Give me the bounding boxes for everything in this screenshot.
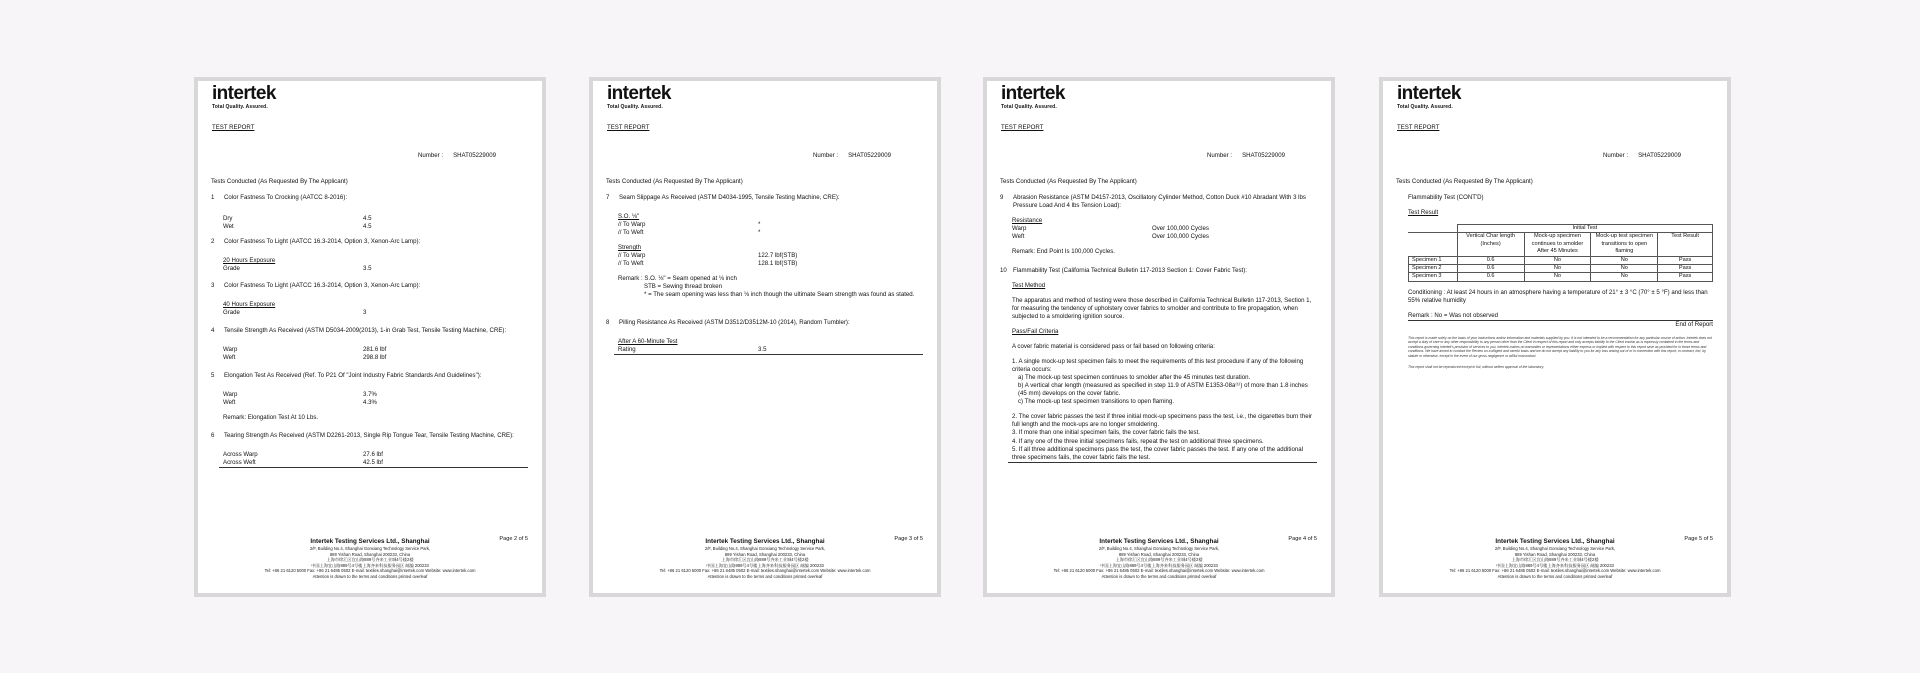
result-label: Dry <box>223 215 233 222</box>
section-title: Tearing Strength As Received (ASTM D2261-2013, Single Rip Tongue Tear, Tensile Testing Machine, CRE): <box>224 432 514 439</box>
number-label: Number : <box>1207 152 1233 159</box>
footer-contact: Tel: +86 21 6120 5000 Fax: +86 21 6485 0502 E-mail: textiles.shanghai@intertek.com Website: www.intertek.com <box>1053 568 1265 574</box>
logo-wordmark: intertek <box>212 83 276 104</box>
footer-address: 2/F, Building No.4, Shanghai Gonxiang Technology Service Park, <box>309 546 431 552</box>
table-corner-cell <box>1409 233 1458 256</box>
logo-wordmark: intertek <box>1397 83 1461 104</box>
section-9 <box>1000 194 1317 256</box>
footer-address: 889 Yishan Road, Shanghai 200233, China <box>329 551 411 557</box>
report-number <box>1603 152 1681 160</box>
section-title: Tensile Strength As Received (ASTM D5034-2009(2013), 1-in Grab Test, Tensile Testing Machine, CRE): <box>224 327 507 334</box>
number-value: SHAT05229009 <box>1638 152 1681 159</box>
result-label: Weft <box>223 354 236 362</box>
disclaimer-text: This report is made solely on the basis of your instructions and/or information and materials supplied by you. It is not intended to be a recommendation for any particular course of action. Intertek does not accept a duty of care or any other responsibility to any person other than the Client in respect of this report and only accepts liability to the Client insofar as is expressly contained in the terms and conditions governing Intertek's provision of services to you. Intertek makes no warranties or representations either express or implied with respect to this report save as provided for in those terms and conditions. We have aimed to conduct the Review on a diligent and careful basis and we do not accept any liability to you for any loss arising out of or in connection with this report, in contract, tort, by statute or otherwise, except in the event of our gross negligence or willful misconduct. <box>1408 335 1712 358</box>
section-divider <box>219 467 528 468</box>
conditioning-note: Conditioning : At least 24 hours in an atmosphere having a temperature of 21° ± 3 °C (70° ± 5 °F) and less than 55% relative humidity <box>1408 288 1708 304</box>
result-value: 3.5 <box>758 346 767 354</box>
number-label: Number : <box>418 152 444 159</box>
page-number: Page 5 of 5 <box>1684 535 1713 542</box>
page-footer <box>593 535 937 579</box>
table-cell: No <box>1591 264 1658 272</box>
footer-address-cn: 上海市徐汇区宜山路889号齐来工业城4号楼2楼 <box>326 557 414 563</box>
footer-address: 889 Yishan Road, Shanghai 200233, China <box>1514 551 1596 557</box>
result-value: 4.3% <box>363 399 377 407</box>
result-value: 128.1 lbf(STB) <box>758 260 798 268</box>
result-value: 3.7% <box>363 391 377 399</box>
result-label: // To Warp <box>618 221 646 229</box>
report-page-3 <box>589 77 941 597</box>
remark-note: Remark : No = Was not observed <box>1408 311 1499 319</box>
report-page-4 <box>983 77 1335 597</box>
footer-contact: Tel: +86 21 6120 5000 Fax: +86 21 6485 0502 E-mail: textiles.shanghai@intertek.com Website: www.intertek.com <box>659 568 871 574</box>
result-label: Across Weft <box>223 459 256 467</box>
result-label: Wet <box>223 223 234 231</box>
section-number: 1 <box>211 194 215 201</box>
criteria-heading: Pass/Fail Criteria <box>1012 328 1059 336</box>
flammability-continued <box>1408 194 1713 369</box>
page-paper <box>593 81 937 593</box>
logo-tagline: Total Quality. Assured. <box>1397 104 1453 110</box>
table-corner-cell <box>1409 225 1458 233</box>
exposure-heading: 20 Hours Exposure <box>223 257 276 265</box>
section-number: 8 <box>606 319 610 326</box>
footer-address: 2/F, Building No.4, Shanghai Gonxiang Technology Service Park, <box>704 546 826 552</box>
criteria-item: 5. If all three additional specimens pass the test, the cover fabric passes the test. If any one of the additional three specimens fails, the cover fabric fails the test. <box>1012 445 1303 461</box>
logo-tagline: Total Quality. Assured. <box>1001 104 1057 110</box>
reproduction-notice: This report shall not be reproduced except in full, without written approval of the laboratory. <box>1408 364 1545 369</box>
result-value: 3.5 <box>363 265 372 273</box>
page-paper <box>198 81 542 593</box>
section-title: Color Fastness To Light (AATCC 16.3-2014, Option 3, Xenon-Arc Lamp): <box>224 238 421 245</box>
footer-notice: Attention is drawn to the terms and conditions printed overleaf <box>1497 573 1613 579</box>
page-number: Page 3 of 5 <box>894 535 923 542</box>
result-value: 4.5 <box>363 223 372 231</box>
section-title: Color Fastness To Crocking (AATCC 8-2016): <box>224 194 348 201</box>
column-header: Test Result <box>1658 233 1713 256</box>
result-label: // To Weft <box>618 260 644 268</box>
result-label: Grade <box>223 265 240 273</box>
result-value: * <box>758 229 761 237</box>
column-header: Mock-up test specimen transitions to open flaming <box>1591 233 1658 256</box>
table-cell: 0.6 <box>1457 273 1524 281</box>
result-label: Rating <box>618 346 636 354</box>
result-label: Grade <box>223 309 240 317</box>
page-paper <box>987 81 1331 593</box>
result-value: Over 100,000 Cycles <box>1152 225 1209 233</box>
criteria-item: 3. If more than one initial specimen fails, the cover fabric fails the test. <box>1012 429 1200 437</box>
table-cell: Pass <box>1658 273 1713 281</box>
table-cell: 0.6 <box>1457 264 1524 272</box>
page-footer <box>987 535 1331 579</box>
footer-address: 889 Yishan Road, Shanghai 200233, China <box>724 551 806 557</box>
footer-address-cn: 中国上海宜山路889号4号楼上海齐来科技服务园区 邮编 200233 <box>1100 562 1218 568</box>
section-remark: STB = Sewing thread broken <box>644 283 723 291</box>
report-number <box>813 152 891 160</box>
result-value: 3 <box>363 309 367 317</box>
section-number: 7 <box>606 194 610 201</box>
table-cell: No <box>1591 273 1658 281</box>
table-cell: Pass <box>1658 264 1713 272</box>
result-value: 42.5 lbf <box>363 459 383 467</box>
table-cell: 0.6 <box>1457 256 1524 264</box>
test-duration-heading: After A 60-Minute Test <box>618 338 678 346</box>
column-header: Mock-up specimen continues to smolder After 45 Minutes <box>1524 233 1591 256</box>
tests-intro: Tests Conducted (As Requested By The Applicant) <box>1396 178 1533 185</box>
report-title: TEST REPORT <box>212 124 255 131</box>
result-label: Weft <box>223 399 236 407</box>
test-method-heading: Test Method <box>1012 282 1046 290</box>
seam-opening-heading: S.O. ⅛" <box>618 213 640 221</box>
tests-intro: Tests Conducted (As Requested By The Applicant) <box>606 178 743 185</box>
footer-notice: Attention is drawn to the terms and conditions printed overleaf <box>1101 573 1217 579</box>
section-6 <box>211 432 528 468</box>
footer-address-cn: 上海市徐汇区宜山路889号齐来工业城4号楼2楼 <box>1115 557 1203 563</box>
flammability-results-table <box>1408 224 1713 282</box>
number-label: Number : <box>1603 152 1629 159</box>
section-title: Flammability Test (CONT'D) <box>1408 194 1484 201</box>
table-cell: No <box>1591 256 1658 264</box>
exposure-heading: 40 Hours Exposure <box>223 301 276 309</box>
page-paper <box>1383 81 1727 593</box>
report-title: TEST REPORT <box>1001 124 1044 131</box>
logo-tagline: Total Quality. Assured. <box>607 104 663 110</box>
section-number: 3 <box>211 282 215 289</box>
footer-company: Intertek Testing Services Ltd., Shanghai <box>1099 538 1219 546</box>
footer-address: 2/F, Building No.4, Shanghai Gonxiang Technology Service Park, <box>1098 546 1220 552</box>
row-label: Specimen 1 <box>1409 256 1458 264</box>
result-value: 298.8 lbf <box>363 354 387 362</box>
result-value: 4.5 <box>363 215 372 222</box>
footer-address-cn: 上海市徐汇区宜山路889号齐来工业城4号楼2楼 <box>1511 557 1599 563</box>
table-group-header: Initial Test <box>1457 225 1712 233</box>
criteria-item: 1. A single mock-up test specimen fails to meet the requirements of this test procedure if any of the following criteria occurs: <box>1012 358 1304 374</box>
number-value: SHAT05229009 <box>453 152 496 159</box>
resistance-heading: Resistance <box>1012 217 1043 225</box>
footer-notice: Attention is drawn to the terms and conditions printed overleaf <box>312 573 428 579</box>
test-result-heading: Test Result <box>1408 209 1439 217</box>
footer-contact: Tel: +86 21 6120 5000 Fax: +86 21 6485 0502 E-mail: textiles.shanghai@intertek.com Website: www.intertek.com <box>1449 568 1661 574</box>
report-title: TEST REPORT <box>1397 124 1440 131</box>
section-title: Seam Slippage As Received (ASTM D4034-1995, Tensile Testing Machine, CRE): <box>619 194 840 201</box>
section-remark: Remark: End Point Is 100,000 Cycles. <box>1012 248 1115 256</box>
report-number <box>418 152 496 160</box>
table-row <box>1409 256 1713 264</box>
footer-notice: Attention is drawn to the terms and conditions printed overleaf <box>707 573 823 579</box>
criteria-item: 4. If any one of the three initial specimens fails, repeat the test on additional three specimens. <box>1012 437 1264 445</box>
section-number: 2 <box>211 238 215 245</box>
section-3 <box>211 282 528 317</box>
criteria-subitem: c) The mock-up test specimen transitions to open flaming. <box>1018 398 1175 406</box>
section-remark: Remark: Elongation Test At 10 Lbs. <box>223 414 319 422</box>
page-number: Page 4 of 5 <box>1288 535 1317 542</box>
row-label: Specimen 2 <box>1409 264 1458 272</box>
footer-address-cn: 上海市徐汇区宜山路889号齐来工业城4号楼2楼 <box>721 557 809 563</box>
footer-address: 889 Yishan Road, Shanghai 200233, China <box>1118 551 1200 557</box>
section-remark: Remark : S.O. ⅛" = Seam opened at ⅛ inch <box>618 275 737 283</box>
tests-intro: Tests Conducted (As Requested By The Applicant) <box>211 178 348 185</box>
section-divider <box>1008 462 1317 463</box>
section-1 <box>211 194 528 202</box>
report-page-2 <box>194 77 546 597</box>
section-remark: * = The seam opening was less than ⅛ inch though the ultimate Seam strength was found as stated. <box>644 291 915 299</box>
table-row <box>1409 264 1713 272</box>
number-value: SHAT05229009 <box>1242 152 1285 159</box>
footer-company: Intertek Testing Services Ltd., Shanghai <box>705 538 825 546</box>
table-cell: No <box>1524 273 1591 281</box>
table-cell: No <box>1524 264 1591 272</box>
section-10 <box>1000 267 1317 463</box>
section-title: Abrasion Resistance (ASTM D4157-2013, Oscillatory Cylinder Method, Cotton Duck #10 Abradant With 3 lbs Pressure Load And 4 lbs Tension Load): <box>1013 194 1306 210</box>
section-4 <box>211 327 528 362</box>
result-label: Weft <box>1012 233 1025 241</box>
result-value: * <box>758 221 761 229</box>
result-value: 281.6 lbf <box>363 346 387 354</box>
result-label: Warp <box>223 346 238 354</box>
page-number: Page 2 of 5 <box>499 535 528 542</box>
report-title: TEST REPORT <box>607 124 650 131</box>
result-value: 122.7 lbf(STB) <box>758 252 798 260</box>
table-cell: Pass <box>1658 256 1713 264</box>
section-8 <box>606 319 923 355</box>
result-label: // To Warp <box>618 252 646 260</box>
result-label: Across Warp <box>223 451 258 459</box>
section-title: Pilling Resistance As Received (ASTM D3512/D3512M-10 (2014), Random Tumbler): <box>619 319 850 326</box>
tests-intro: Tests Conducted (As Requested By The Applicant) <box>1000 178 1137 185</box>
intertek-logo <box>607 84 671 111</box>
result-value: Over 100,000 Cycles <box>1152 233 1209 241</box>
result-label: Warp <box>223 391 238 399</box>
column-header: Vertical Char length (Inches) <box>1457 233 1524 256</box>
footer-address-cn: 中国上海宜山路889号4号楼上海齐来科技服务园区 邮编 200233 <box>311 562 429 568</box>
section-5 <box>211 372 528 422</box>
number-value: SHAT05229009 <box>848 152 891 159</box>
footer-company: Intertek Testing Services Ltd., Shanghai <box>1495 538 1615 546</box>
footer-address-cn: 中国上海宜山路889号4号楼上海齐来科技服务园区 邮编 200233 <box>1496 562 1614 568</box>
intertek-logo <box>212 84 276 111</box>
criteria-item: 2. The cover fabric passes the test if three initial mock-up specimens pass the test, i.e., the cigarettes burn their full length and the mock-ups are no longer smoldering. <box>1012 413 1312 429</box>
result-label: // To Weft <box>618 229 644 237</box>
intertek-logo <box>1001 84 1065 111</box>
table-cell: No <box>1524 256 1591 264</box>
section-title: Elongation Test As Received (Ref. To P21 Of "Joint Industry Fabric Standards And Guidelines"): <box>224 372 482 379</box>
page-footer <box>198 535 542 579</box>
intertek-logo <box>1397 84 1461 111</box>
number-label: Number : <box>813 152 839 159</box>
section-2 <box>211 238 528 273</box>
report-page-5 <box>1379 77 1731 597</box>
report-number <box>1207 152 1285 160</box>
table-row <box>1409 273 1713 281</box>
section-number: 10 <box>1000 267 1007 274</box>
page-footer <box>1383 535 1727 579</box>
section-1-results <box>211 215 528 231</box>
section-number: 4 <box>211 327 215 334</box>
section-divider <box>614 354 923 355</box>
logo-tagline: Total Quality. Assured. <box>212 104 268 110</box>
strength-heading: Strength <box>618 244 642 252</box>
section-number: 6 <box>211 432 215 439</box>
result-value: 27.6 lbf <box>363 451 383 459</box>
end-of-report: End of Report <box>1675 320 1713 328</box>
section-number: 9 <box>1000 194 1004 201</box>
result-label: Warp <box>1012 225 1027 233</box>
test-method-text: The apparatus and method of testing were those described in California Technical Bulletin 117-2013, Section 1, for measuring the tendency of upholstery cover fabrics to smolder and contribute to fire propagation, when subjected to a smoldering ignition source. <box>1012 297 1312 321</box>
section-title: Flammability Test (California Technical Bulletin 117-2013 Section 1: Cover Fabric Test): <box>1013 267 1247 274</box>
footer-company: Intertek Testing Services Ltd., Shanghai <box>310 538 430 546</box>
criteria-intro: A cover fabric material is considered pass or fail based on following criteria: <box>1012 343 1215 351</box>
row-label: Specimen 3 <box>1409 273 1458 281</box>
footer-address: 2/F, Building No.4, Shanghai Gonxiang Technology Service Park, <box>1494 546 1616 552</box>
footer-contact: Tel: +86 21 6120 5000 Fax: +86 21 6485 0502 E-mail: textiles.shanghai@intertek.com Website: www.intertek.com <box>264 568 476 574</box>
section-title: Color Fastness To Light (AATCC 16.3-2014, Option 3, Xenon-Arc Lamp): <box>224 282 421 289</box>
criteria-subitem: b) A vertical char length (measured as specified in step 11.9 of ASTM E1353-08a⁽¹⁾) of more than 1.8 inches (45 mm) develops on the cover fabric. <box>1018 382 1308 398</box>
footer-address-cn: 中国上海宜山路889号4号楼上海齐来科技服务园区 邮编 200233 <box>706 562 824 568</box>
criteria-subitem: a) The mock-up test specimen continues to smolder after the 45 minutes test duration. <box>1018 374 1251 382</box>
logo-wordmark: intertek <box>1001 83 1065 104</box>
section-7 <box>606 194 923 299</box>
logo-wordmark: intertek <box>607 83 671 104</box>
section-number: 5 <box>211 372 215 379</box>
